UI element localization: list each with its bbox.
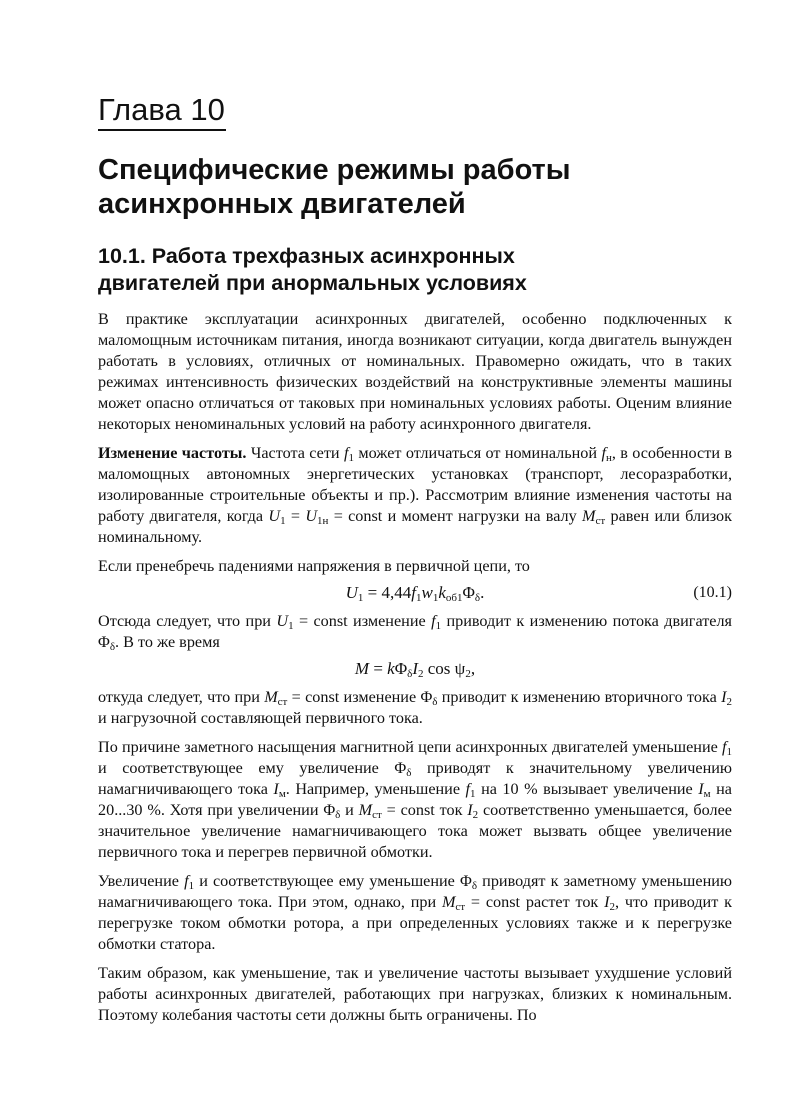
follows-paragraph [98, 611, 732, 653]
symbol: M [354, 659, 370, 678]
symbol: f [184, 872, 189, 890]
symbol: Φ [460, 872, 472, 890]
chapter-title [98, 153, 732, 221]
subscript: н [605, 452, 612, 464]
subscript: 2 [418, 668, 424, 680]
symbol: Φ [394, 659, 408, 678]
equation-number: (10.1) [693, 584, 732, 601]
symbol: k [387, 659, 395, 678]
text-run: и соответствующее ему уменьшение [194, 872, 460, 890]
text-run: . В то же время [115, 633, 220, 651]
text-run: соответственно уменьшается, более значительное увеличение намагничивающего тока может вызвать общее увеличение первичного тока и перегрев первичной обмотки. [98, 801, 732, 861]
subscript: 2 [726, 696, 732, 708]
symbol: f [411, 583, 416, 602]
subscript: 2 [465, 668, 471, 680]
subscript: 1 [470, 788, 476, 800]
subscript: 2 [472, 809, 479, 821]
subscript: δ [109, 641, 116, 653]
subscript: м [703, 788, 711, 800]
text-run: = const [465, 893, 521, 911]
symbol: U [345, 583, 358, 602]
subscript: ст [455, 901, 466, 913]
text-run: приводит к изменению вторичного тока [437, 688, 722, 706]
subscript: 1 [188, 880, 195, 892]
text-run: = const [328, 507, 383, 525]
subscript: δ [335, 809, 341, 821]
symbol: Φ [323, 801, 336, 819]
text-run: равен или близок номинальному. [98, 507, 732, 546]
subscript: ст [372, 809, 382, 821]
symbol: I [698, 780, 704, 798]
text-run: , в особенности в маломощных автономных энергетических установках (транспорт, лесоразработки, изолированные строительные объекты и пр.). Рассмотрим влияние изменения частоты на работу двигателя, когда [98, 444, 732, 525]
body-text [98, 309, 732, 1026]
text-run: может отличаться от номинальной [353, 444, 602, 462]
symbol: w [421, 583, 433, 602]
text-run: и момент нагрузки на валу [382, 507, 583, 525]
text-run: изменение [339, 688, 421, 706]
text-run: = 4,44 [363, 583, 412, 602]
text-run: , что приводит к перегрузке током обмотки ротора, а при определенных условиях также и к перегрузке обмотки статора. [98, 893, 732, 953]
subscript: 1 [432, 592, 439, 604]
text-run: приводит к изменению потока двигателя [441, 612, 732, 630]
section-title [98, 243, 732, 297]
symbol: I [604, 893, 610, 911]
subscript: 2 [609, 901, 615, 913]
symbol: M [582, 507, 596, 525]
subscript: 1 [435, 620, 442, 632]
increase-paragraph [98, 871, 732, 955]
subscript: δ [432, 696, 438, 708]
section-title-line: 10.1. Работа трехфазных асинхронных [98, 244, 515, 268]
symbol: Φ [98, 633, 110, 651]
subscript: 1н [317, 515, 329, 527]
text-run: = const [287, 688, 340, 706]
text-run: растет ток [520, 893, 605, 911]
saturation-paragraph [98, 737, 732, 863]
symbol: Φ [420, 688, 433, 706]
chapter-title-line: Специфические режимы работы [98, 154, 571, 186]
chapter-label: Глава 10 [98, 92, 226, 131]
symbol: U [276, 612, 289, 630]
symbol: U [268, 507, 281, 525]
symbol: I [412, 659, 419, 678]
section-title-line: двигателей при анормальных условиях [98, 271, 527, 295]
conclusion-paragraph: Таким образом, как уменьшение, так и увеличение частоты вызывает ухудшение условий работы асинхронных двигателей, работающих при нагрузках, близких к номинальным. Поэтому колебания частоты сети должны быть ограничены. По [98, 964, 732, 1024]
subscript: 1 [357, 592, 364, 604]
text-run: и соответствующее ему увеличение [98, 759, 395, 777]
text-run: cos ψ [423, 659, 466, 678]
subscript: ст [595, 515, 606, 527]
symbol: U [305, 507, 318, 525]
subscript: 1 [280, 515, 286, 527]
symbol: I [273, 780, 279, 798]
text-run: = const [293, 612, 348, 630]
subscript: δ [407, 668, 413, 680]
text-run: и [340, 801, 359, 819]
text-run: = const [381, 801, 435, 819]
text-run: . [480, 583, 485, 602]
text-run: на 20...30 %. Хотя при увеличении [98, 780, 732, 819]
symbol: M [441, 893, 456, 911]
subscript: об1 [445, 592, 463, 604]
symbol: Φ [394, 759, 407, 777]
text-run: и нагрузочной составляющей первичного тока. [98, 709, 423, 727]
frequency-paragraph [98, 443, 732, 548]
text-run: = [369, 659, 388, 678]
symbol: I [721, 688, 727, 706]
subscript: δ [406, 767, 412, 779]
text-run: По причине заметного насыщения магнитной цепи асинхронных двигателей уменьшение [98, 738, 722, 756]
text-run: , [470, 659, 476, 678]
text-run: откуда следует, что при [98, 688, 265, 706]
text-run: изменение [347, 612, 432, 630]
symbol: f [465, 780, 471, 798]
symbol: f [601, 444, 606, 462]
text-run: Отсюда следует, что при [98, 612, 277, 630]
equation-torque [98, 657, 732, 681]
text-run: Увеличение [98, 872, 185, 890]
subscript: 1 [288, 620, 294, 632]
symbol: I [467, 801, 473, 819]
text-run: на 10 % вызывает увеличение [475, 780, 699, 798]
intro-paragraph: В практике эксплуатации асинхронных двигателей, особенно подключенных к маломощным источникам питания, иногда возникают ситуации, когда двигатель вынужден работать в условиях, отличных от номинальных. Правомерно ожидать, что в таких режимах интенсивность физических воздействий на конструктивные элементы машины может опасно отличаться от таковых при номинальных условиях работы. Оценим влияние некоторых неноминальных условий на работу асинхронного двигателя. [98, 310, 732, 433]
symbol: M [358, 801, 373, 819]
equation-10-1 [98, 581, 732, 605]
symbol: f [431, 612, 436, 630]
paragraph-lead: Изменение частоты. [98, 444, 247, 462]
subscript: δ [471, 880, 478, 892]
text-run: = [285, 507, 306, 525]
subscript: 1 [726, 746, 732, 758]
symbol: k [438, 583, 446, 602]
subscript: 1 [348, 452, 354, 464]
symbol: M [264, 688, 278, 706]
subscript: 1 [415, 592, 422, 604]
text-run: приводят к заметному уменьшению намагничивающего тока. При этом, однако, при [98, 872, 733, 911]
text-run: . Например, уменьшение [285, 780, 466, 798]
symbol: f [722, 738, 727, 756]
text-run: ток [434, 801, 468, 819]
text-run: приводят к значительному увеличению намагничивающего тока [98, 759, 732, 798]
whence-paragraph [98, 687, 732, 729]
symbol: f [343, 444, 349, 462]
chapter-title-line: асинхронных двигателей [98, 188, 466, 220]
subscript: м [278, 788, 286, 800]
subscript: ст [277, 696, 288, 708]
symbol: Φ [462, 583, 475, 602]
subscript: δ [474, 592, 481, 604]
text-run: Частота сети [246, 444, 344, 462]
neglect-paragraph: Если пренебречь падениями напряжения в первичной цепи, то [98, 557, 530, 575]
